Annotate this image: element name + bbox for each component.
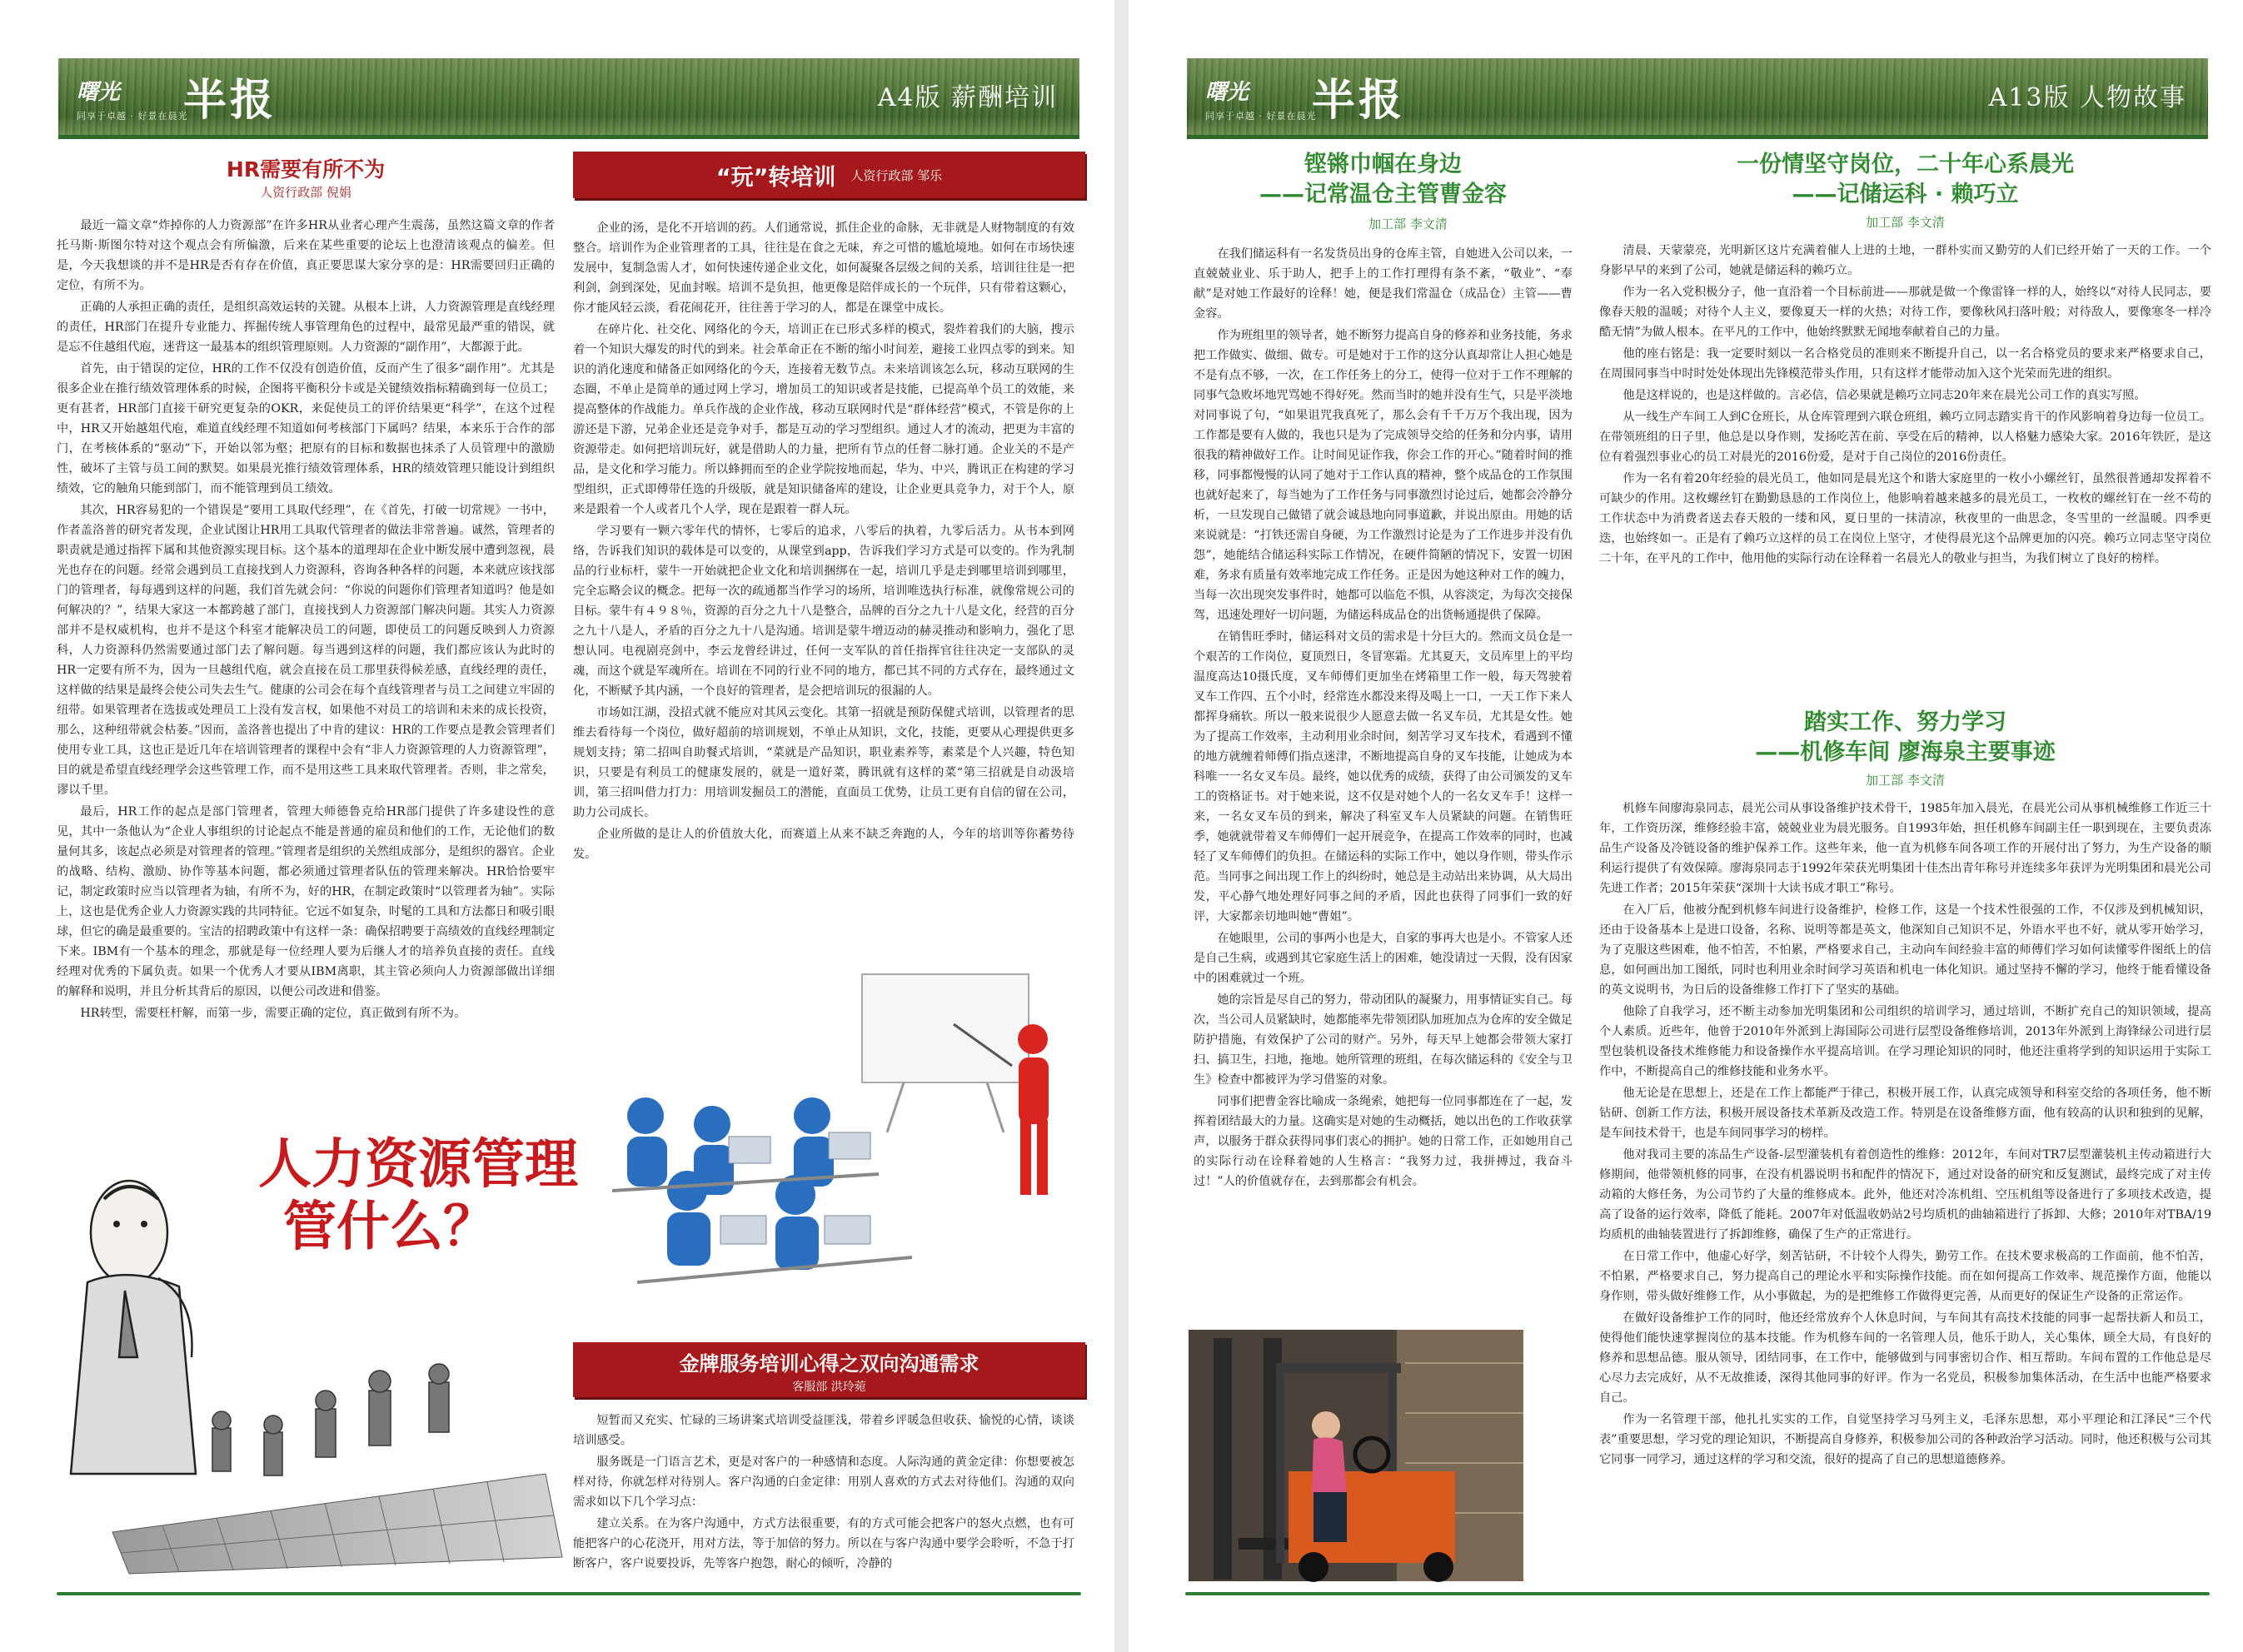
edition-label: A4版 薪酬培训 — [877, 83, 1058, 112]
right-page — [1129, 0, 2243, 1652]
paragraph: 建立关系。在为客户沟通中，方式方法很重要，有的方式可能会把客户的怒火点燃，也有可能把客户的心花浇开，用对方法，等于加倍的努力。所以在与客户沟通中要学会聆听，不急于打断客户，客户说要投诉，先等客户抱怨，耐心的倾听，冷静的 — [573, 1517, 1074, 1570]
paragraph: 机修车间廖海泉同志，晨光公司从事设备维护技术骨干，1985年加入晨光，在晨光公司从事机械维修工作近三十年，工作资历深，维修经验丰富，兢兢业业为晨光服务。自1993年始，担任机修车间副主任一职到现在，主要负责冻品生产设备及冷链设备的维护保养工作。这些年来，他一直为机修车间各项工作的开展付出了努力，为生产设备的顺利运行提供了有效保障。廖海泉同志于1992年荣获光明集团十佳杰出青年称号并连续多年获评为光明集团和晨光公司先进工作者；2015年荣获“深圳十大读书成才职工”称号。 — [1599, 802, 2211, 895]
edition-label: A13版 人物故事 — [1988, 83, 2186, 112]
company-logo — [77, 75, 188, 122]
page-gutter — [1114, 0, 1129, 1652]
paragraph: 最近一篇文章“炸掉你的人力资源部”在许多HR从业者心理产生震荡，虽然这篇文章的作者托马斯·斯图尔特对这个观点会有所偏激，后来在某些重要的论坛上也澄清该观点的偏差。但是，今天我想谈的并不是HR是否有存在价值，真正要思谋大家分享的是：HR需要回归正确的定位，有所不为。 — [57, 219, 555, 292]
paragraph: 作为一名入党积极分子，他一直沿着一个目标前进——那就是做一个像雷锋一样的人，始终以“对待人民同志，要像春天般的温暖；对待个人主义，要像夏天一样的火热；对待工作，要像秋风扫落叶般；对待敌人，要像寒冬一样冷酷无情”为做人根本。在平凡的工作中，他始终默默无闻地奉献着自己的力量。 — [1599, 286, 2211, 339]
paragraph: 作为一名管理干部，他扎扎实实的工作，自觉坚持学习马列主义，毛泽东思想，邓小平理论和江泽民“三个代表”重要思想，学习党的理论知识，不断提高自身修养，积极参加公司的各种政治学习活动。同时，他还积极与公司其它同事一同学习，通过这样的学习和交流，很好的提高了自己的思想道德修养。 — [1599, 1413, 2211, 1466]
paragraph: 他对我司主要的冻品生产设备-层型灌装机有着创造性的维修：2012年，车间对TR7层型灌装机主传动箱进行大修期间，他带领机修的同事，在没有机器说明书和配件的情况下，通过对设备的研究和反复测试，最终完成了对主传动箱的大修任务，为公司节约了大量的维修成本。此外，他还对冷冻机组、空压机组等设备进行了多项技术改造，提高了设备的运行效率，降低了能耗。2007年对低温收奶站2号均质机的曲轴箱进行了拆卸、大修；2010年对TBA/19均质机的曲轴装置进行了拆卸维修，确保了生产的正常进行。 — [1599, 1148, 2211, 1241]
hr-article — [57, 153, 555, 1020]
paragraph: 正确的人承担正确的责任，是组织高效运转的关键。从根本上讲，人力资源管理是直线经理的责任，HR部门在提升专业能力、挥掘传统人事管理角色的过程中，最常见最严重的错误，就是忘不住越组代庖，迷背这一最基本的组织管理原则。人力资源的“副作用”，大都源于此。 — [57, 301, 555, 354]
logo-mark: 曙光 — [77, 80, 121, 105]
paragraph: 市场如江湖，没招式就不能应对其风云变化。其第一招就是预防保健式培训，以管理者的思维去看待每一个岗位，做好超前的培训规划，不单止从知识，文化，技能，更要从心理提供更多规划支持；第二招叫自助餐式培训，“菜就是产品知识，职业素养等，素菜是个人兴趣，特色知识，只要是有利员工的健康发展的，就是一道好菜，腾讯就有这样的菜“第三招就是自动汲培训，第三招叫借力打力：用培训发掘员工的潜能，直面员工优势，让员工更有自信的留在公司，助力公司成长。 — [573, 706, 1074, 819]
illustration-caption-1: 人力资源管理 — [258, 1134, 578, 1196]
article-title-line2: ——记储运科 · 赖巧立 — [1792, 182, 2019, 207]
paragraph: 同事们把曹金容比喻成一条绳索，她把每一位同事都连在了一起，发挥着团结最大的力量。这确实是对她的生动概括，她以出色的工作收获掌声，以服务于群众获得同事们衷心的拥护。她的日常工作，正如她用自己的实际行动在诠释着她的人生格言：“我努力过，我拼搏过，我奋斗过！”人的价值就存在，去到那都会有机会。 — [1194, 1095, 1573, 1188]
banner-title: 金牌服务培训心得之双向沟通需求 — [679, 1352, 979, 1376]
paragraph: 最后，HR工作的起点是部门管理者，管理大师德鲁克给HR部门提供了许多建设性的意见，其中一条他认为“企业人事组织的讨论起点不能是普通的雇员和他们的工作，无论他们的数量何其多，该起点必须是对管理者的管理。”管理者是组织的关然组成部分，是组织的器官。企业的战略、结构、激励、协作等基本问题，都必须通过管理者队伍的管理来解决。HR恰恰要牢记，制定政策时应当以管理者为轴，有所不为，好的HR，在制定政策时“以管理者为轴”。实际上，这也是优秀企业人力资源实践的共同特征。它远不如复杂，时髦的工具和方法都日和吸引眼球，但它的确是最重要的。宝洁的招聘政策中有这样一条：确保招聘要于高绩效的直线经理制定下来。IBM有一个基本的理念，那就是每一位经理人要为后继人才的培养负直接的责任。直线经理对优秀的下属负责。如果一个优秀人才要从IBM离职，其主管必须向人力资源部做出详细的解释和说明，并且分析其背后的原因，以便公司改进和借鉴。 — [57, 805, 555, 998]
gold-service-article — [573, 1411, 1074, 1585]
banner-byline: 人资行政部 邹乐 — [850, 167, 943, 183]
article-title-line1: 踏实工作、努力学习 — [1804, 709, 2006, 735]
paragraph: 首先，由于错误的定位，HR的工作不仅没有创造价值，反而产生了很多“副作用”。尤其是很多企业在推行绩效管理体系的时候，企图将平衡积分卡或是关键绩效指标精确到每一位员工；更有甚者，HR部门直接干研究更复杂的OKR，来促使员工的评价结果更“科学”，在这个过程中，HR又开始越俎代庖，难道直线经理不知道如何考核部门下属吗？结果，本来乐于合作的部门，在考核体系的“驱动”下，开始以邻为壑；把原有的目标和数据也抹杀了人员管理中的激励性，破坏了主管与员工间的默契。如果晨光推行绩效管理体系，HR的绩效管理只能设计到组织绩效，它的触角只能到部门，而不能管理到员工绩效。 — [57, 362, 555, 495]
play-training-banner — [573, 152, 1085, 198]
forklift-photo — [1189, 1330, 1523, 1581]
banner-byline: 客服部 洪玲菀 — [792, 1381, 866, 1394]
chess-manager-icon — [79, 1134, 578, 1574]
paragraph: 企业的汤，是化不开培训的药。人们通常说，抓住企业的命脉，无非就是人财物制度的有效整合。培训作为企业管理者的工具，往往是在食之无味，弃之可惜的尴尬境地。如何在市场快速发展中，复制急需人才，如何快速传递企业文化，如何凝聚各层级之间的关系，培训往往是一把利剑，剑到深处，见血封喉。培训不是负担，他更像是陪伴成长的一个玩伴，只有带着这颗心，你才能风轻云淡，看花闹花开，往往善于学习的人，都是在课堂中成长。 — [573, 221, 1074, 315]
article-title-line2: ——机修车间 廖海泉主要事迹 — [1755, 739, 2056, 765]
paragraph: HR转型，需要枉杆解，而第一步，需要正确的定位，真正做到有所不为。 — [80, 1007, 466, 1020]
illustration-caption-2: 管什么？ — [283, 1197, 496, 1258]
logo-mark: 曙光 — [1205, 80, 1249, 105]
article-byline: 人资行政部 倪娟 — [260, 185, 351, 200]
play-training-article — [573, 218, 1074, 918]
paragraph: 学习要有一颗六零年代的情怀，七零后的追求，八零后的执着，九零后活力。从书本到网络，告诉我们知识的载体是可以变的，从课堂到app，告诉我们学习方式是可以变的。作为乳制品的行业标杆，蒙牛一开始就把企业文化和培训捆绑在一起，培训几乎是走到哪里培训到哪里，完全忘略会议的概念。把每一次的疏通都当作学习的场所，培训唯选执行标准，就像常规公司的目标。蒙牛有４９８％，资源的百分之九十八是整合，品牌的百分之九十八是文化，经营的百分之九十八是人，矛盾的百分之九十八是沟通。培训是蒙牛增迈动的赫灵推动和影响力，强化了思想认同。电视剧亮剑中，李云龙曾经讲过，任何一支军队的首任指挥官往往决定一支部队的灵魂，而这个就是军魂所在。培训在不同的行业不同的地方，都已其不同的方式存在，最终通过文化，不断赋予其内涵，一个良好的管理者，是会把培训玩的很漏的人。 — [573, 525, 1074, 698]
paragraph: 短暂而又充实、忙碌的三场讲案式培训受益匪浅，带着乡评暖急但收获、愉悦的心情，谈谈培训感受。 — [573, 1414, 1074, 1447]
newspaper-name: 半报 — [183, 75, 277, 126]
article-title-line2: ——记常温仓主管曹金容 — [1259, 182, 1507, 207]
paragraph: 他是这样说的，也是这样做的。言必信，信必果就是赖巧立同志20年来在晨光公司工作的真实写照。 — [1622, 389, 2146, 402]
article-title-line1: 铿锵巾帼在身边 — [1304, 152, 1462, 177]
paragraph: 在日常工作中，他虚心好学，刻苦钻研，不计较个人得失，勤劳工作。在技术要求极高的工作面前，他不怕苦，不怕累，严格要求自己，努力提高自己的理论水平和实际操作技能。而在如何提高工作效率、规范操作方面，他能以身作则，带头做好维修工作，从小事做起，为的是把维修工作做得更完善，从而更好的保证生产设备的正常运作。 — [1599, 1250, 2211, 1303]
article-byline: 加工部 李文清 — [1866, 773, 1945, 788]
forklift-operator-icon — [1189, 1330, 1523, 1581]
paragraph: 作为一名有着20年经验的晨光员工，他如同是晨光这个和谐大家庭里的一枚小小螺丝钉，虽然很普通却发挥着不可缺少的作用。这枚螺丝钉在勤勤恳恳的工作岗位上，他影响着越来越多的晨光员工，一枚枚的螺丝钉在一丝不苟的工作状态中为消费者送去春天般的一缕和风，夏日里的一抹清凉，秋夜里的一曲思念，冬雪里的一丝温暖。四季更迭，也始终如一。正是有了赖巧立这样的员工在岗位上坚守，才使得晨光这个品牌更加的闪亮。赖巧立同志坚守岗位二十年，在平凡的工作中，他用他的实际行动在诠释着一名晨光人的敬业与担当，为我们树立了良好的榜样。 — [1599, 472, 2211, 565]
liao-article — [1599, 708, 2211, 1584]
paragraph: 在我们储运科有一名发货员出身的仓库主管，自她进入公司以来，一直兢兢业业、乐于助人，把手上的工作打理得有条不紊，“敬业”、“奉献”是对她工作最好的诠释！她，便是我们常温仓（成品仓）主管——曹金容。 — [1194, 247, 1573, 321]
bottom-rule — [57, 1592, 1081, 1595]
cao-article — [1194, 150, 1573, 1311]
paragraph: 从一线生产车间工人到C仓班长，从仓库管理到六联仓班组，赖巧立同志踏实肯干的作风影响着身边每一位员工。在带领班组的日子里，他总是以身作则，发扬吃苦在前、享受在后的精神，以人格魅力感染大家。2016年铁匠，是这位有着强烈事业心的员工对晨光的2016份爱，是对于自己岗位的2016份责任。 — [1599, 411, 2211, 464]
bottom-rule — [1185, 1592, 2210, 1595]
newspaper-name: 半报 — [1312, 75, 1406, 126]
article-title-line1: 一份情坚守岗位，二十年心系晨光 — [1737, 152, 2074, 177]
paragraph: 在做好设备维护工作的同时，他还经常放弃个人休息时间，与车间其有高技术技能的同事一起帮扶新人和员工，使得他们能快速掌握岗位的基本技能。作为机修车间的一名管理人员，他乐于助人，关心集体，顾全大局，有良好的修养和思想品德。服从领导，团结同事，在工作中，能够做到与同事密切合作、相互帮助。车间布置的工作他总是尽心尽力去完成好，从不无故推诿，深得其他同事的好评。作为一名党员，积极参加集体活动，在生活中也能严格要求自己。 — [1599, 1311, 2211, 1405]
company-logo — [1205, 75, 1317, 122]
gold-service-banner — [573, 1342, 1085, 1397]
paragraph: 在销售旺季时，储运科对文员的需求是十分巨大的。然而文员仓是一个艰苦的工作岗位，夏顶烈日，冬冒寒霜。尤其夏天，文员库里上的平均温度高达10摄氏度，叉车师傅们更加坐在烤箱里工作一般，每天驾驶着叉车工作四、五个小时，经常连水都没来得及喝上一口，一天工作下来人都挥身痛软。所以一般来说很少人愿意去做一名叉车员，尤其是女性。她为了提高工作效率，主动利用业余时间，刻苦学习叉车技术，看遇到不懂的地方就缠着师傅们指点迷津，不断地提高自身的叉车技能，让她成为本科唯一一名女叉车员。最终，她以优秀的成绩，获得了由公司颁发的叉车工的资格证书。对于她来说，这不仅是对她个人的一名女叉车手！这样一来，一名女叉车员的到来，解决了科室叉车人员紧缺的问题。在销售旺季，她就就带着叉车师傅们一起开展竞争，在提高工作效率的同时，也减轻了叉车师傅们的负担。在储运科的实际工作中，她以身作则，带头作示范。当同事之间出现工作上的纠纷时，她总是主动站出来协调，从大局出发，平心静气地处理好同事之间的矛盾，因此也获得了同事们一致的好评，大家都亲切地叫她“曹姐”。 — [1194, 630, 1573, 923]
paragraph: 他无论是在思想上，还是在工作上都能严于律己，积极开展工作，认真完成领导和科室交给的各项任务，他不断钻研、创新工作方法，积极开展设备技术革新及改造工作。特别是在设备维修方面，他有较高的认识和独到的见解，是车间技术骨干，也是车间同事学习的榜样。 — [1599, 1087, 2211, 1140]
paragraph: 他除了自我学习，还不断主动参加光明集团和公司组织的培训学习，通过培训，不断扩充自己的知识领域，提高个人素质。近些年，他曾于2010年外派到上海国际公司进行层型设备维修培训，2013年外派到上海锋绿公司进行层型包装机设备技术维修能力和设备操作水平提高培训。在学习理论知识的同时，他还注重将学到的知识运用于实际工作中，不断提高自己的维修技能和业务水平。 — [1599, 1005, 2211, 1078]
training-classroom-icon — [587, 941, 1087, 1307]
banner-title: “玩”转培训 — [715, 164, 836, 191]
paragraph: 清晨、天蒙蒙亮，光明新区这片充满着催人上进的土地，一群朴实而又勤劳的人们已经开始了一天的工作。一个身影早早的来到了公司，她就是储运科的赖巧立。 — [1599, 244, 2211, 277]
paragraph: 她的宗旨是尽自己的努力，带动团队的凝聚力，用事情证实自己。每次，当公司人员紧缺时，她都能率先带领团队加班加点为仓库的安全做足防护措施，有效保护了公司的财产。另外，每天早上她都会带领大家打扫、搞卫生，扫地，拖地。她所管理的班组，在每次储运科的《安全与卫生》检查中都被评为学习借鉴的对象。 — [1194, 993, 1573, 1087]
paragraph: 在碎片化、社交化、网络化的今天，培训正在已形式多样的模式，裂炸着我们的大脑，搜示着一个知识大爆发的时代的到来。社会革命正在不断的缩小时间差，避接工业四点零的到来。知识的消化速度和储备正如网络化的今天，连接着无数节点。未来培训该怎么玩，移动互联网的生态圈，不单止是简单的通过网上学习，增加员工的知识或者是技能，已提高单个员工的效能，来提高整体的作战能力。单兵作战的企业作战，移动互联网时代是“群体经营”模式，不管是你的上游还是下游，兄弟企业还是竞争对手，都是互动的学习型组织。通过人才的流动，把更为丰富的资源带走。如何把培训玩好，就是借助人的力量，把所有节点的任督二脉打通。企业关的不是产品，是文化和学习能力。所以蜂拥而至的企业学院按地而起，华为、中兴，腾讯正在构建的学习型组织，正式即傅带任选的升级版，就是知识储备库的建设，让企业更具竞争力，对于个人，原来是跟着一个人或者几个人学，现在是跟着一群人玩。 — [573, 323, 1074, 516]
article-title: HR需要有所不为 — [226, 157, 386, 182]
masthead-left — [58, 58, 1079, 139]
article-byline: 加工部 李文清 — [1368, 216, 1448, 231]
logo-slogan: 同享于卓越 · 好景在晨光 — [77, 111, 188, 122]
lai-article — [1599, 150, 2211, 695]
paragraph: 企业所做的是让人的价值放大化，而赛道上从来不缺乏奔跑的人，今年的培训等你蓄势待发。 — [573, 828, 1074, 861]
hr-cartoon-illustration — [79, 1134, 578, 1574]
paragraph: 在入厂后，他被分配到机修车间进行设备维护，检修工作，这是一个技术性很强的工作，不仅涉及到机械知识，还由于设备基本上是进口设备，名称、说明等都是英文，他深知自己知识不足，外语水平也不好，就从零开始学习，为了克服这些困难，他不怕苦，不怕累，严格要求自己，主动向车间经验丰富的师傅们学习如何读懂零件图纸上的信息，如何画出加工图纸，同时也利用业余时间学习英语和机电一体化知识。通过坚持不懈的学习，他终于能看懂设备的英文说明书，为日后的设备维修工作打下了坚实的基础。 — [1599, 903, 2211, 997]
paragraph: 服务既是一门语言艺术，更是对客户的一种感情和态度。人际沟通的黄金定律：你想要被怎样对待，你就怎样对待别人。客户沟通的白金定律：用别人喜欢的方式去对待他们。沟通的双向需求如以下几个学习点： — [573, 1455, 1074, 1509]
left-page — [0, 0, 1114, 1652]
paragraph: 在她眼里，公司的事两小也是大，自家的事再大也是小。不管家人还是自己生病，或遇到其它家庭生活上的困难，她没请过一天假，没有因家中的困难就过一个班。 — [1194, 932, 1573, 985]
logo-slogan: 同享于卓越 · 好景在晨光 — [1205, 111, 1317, 122]
paragraph: 作为班组里的领导者，她不断努力提高自身的修养和业务技能，务求把工作做实、做细、做专。可是她对于工作的这分认真却常让人担心她是不是有点不够，一次，在工作任务上的分工，使得一位对于工作不理解的同事气急败坏地咒骂她不得好死。然而当时的她并没有生气，只是平淡地对同事说了句，“如果诅咒我真死了，那么会有千千万万个我出现，因为工作都是要有人做的，我也只是为了完成领导交给的任务和分内事，请用很我的精神做好工作。让时间见证作我，你会工作的开心。”随着时间的推移，同事都慢慢的认同了她对于工作认真的精神，整个成品仓的工作氛围也就好起来了，每当她为了工作任务与同事激烈讨论过后，她都会冷静分析，一旦发现自己做错了就会诚恳地向同事道歉，并说出原由。用她的话来说就是：“打铁还需自身硬，为工作激烈讨论是为了工作进步并没有仇怨”，她能结合储运科实际工作情况，在硬件简陋的情况下，安置一切困难，务求有质量有效率地完成工作任务。正是因为她这种对工作的魄力，当每一次出现突发事件时，她都可以临危不惧，从容淡定，为每次交接保驾，迅速处理好一切问题，为储运科成品仓的出货畅通提供了保障。 — [1194, 329, 1573, 622]
masthead-right — [1187, 58, 2208, 139]
paragraph: 其次，HR容易犯的一个错误是“要用工具取代经理”，在《首先，打破一切常规》一书中，作者盖洛普的研究者发现，企业试图让HR用工具取代管理者的做法非常普遍。诚然，管理者的职责就是通过指挥下属和其他资源实现目标。这个基本的道理却在企业中断发展中遭到忽视，晨光也存在的问题。经常会遇到员工直接找到人力资源科，咨询各种各样的问题，本来就应该找部门的管理者，每每遇到这样的问题，我们首先就会问：“你说的问题你们管理者知道吗？他是如何解决的？”，结果大家这一本都跨越了部门，直接找到人力资源部门解决问题。其实人力资源部并不是权威机构，也并不是这个科室才能解决员工的问题，即使员工的问题反映到人力资源科，人力资源科仍然需要通过部门去了解问题。每当遇到这样的问题，我们都应该认为此时的HR一定要有所不为，因为一旦越组代庖，就会直接在员工那里获得候差感，直线经理的责任，这样做的结果是最终会使公司失去生气。健康的公司会在每个直线管理者与员工之间建立牢固的纽带。如果管理者在选拔或处理员工上没有发言权，如果他不对员工的培训和未来的成长投资，那么，这种纽带就会枯萎。”因而，盖洛普也提出了中肯的建议：HR的工作要点是教会管理者们使用专业工具，这也正是近几年在培训管理者的课程中会有“非人力资源管理的人力资源管理”，目的就是希望直线经理学会这些管理工作，而不是用这些工具来取代管理者。否则，非之常矣，谬以千里。 — [57, 504, 555, 797]
paragraph: 他的座右铭是：我一定要时刻以一名合格党员的准则来不断提升自己，以一名合格党员的要求来严格要求自己，在周围同事当中时时处处体现出先锋模范带头作用，只有这样才能带动加入这个光荣而先进的组织。 — [1599, 347, 2211, 381]
training-illustration — [587, 941, 1087, 1307]
article-byline: 加工部 李文清 — [1866, 215, 1945, 230]
